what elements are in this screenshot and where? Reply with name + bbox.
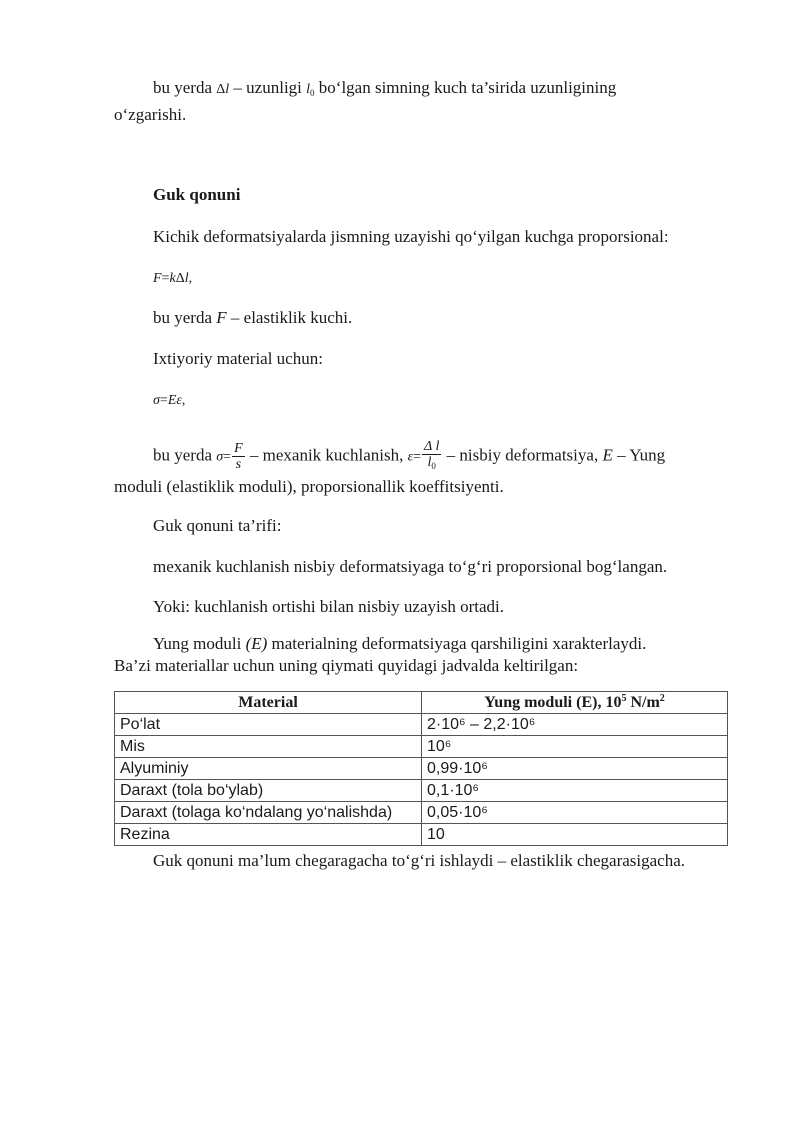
l-symbol: l	[427, 455, 432, 470]
definitions-paragraph-cont: moduli (elastiklik moduli), proporsionallik koeffitsiyenti.	[114, 477, 504, 496]
text: bu yerda	[153, 445, 213, 465]
column-header-young-modulus	[422, 692, 728, 714]
l-symbol: l	[225, 82, 230, 97]
text: Yung moduli	[153, 634, 242, 653]
epsilon-formula	[408, 449, 421, 464]
intro-paragraph: Kichik deformatsiyalarda jismning uzayishi qo‘yilgan kuchga proporsional:	[153, 227, 669, 246]
value-cell: 0,1·10⁶	[422, 780, 728, 802]
E-symbol: (E)	[245, 634, 268, 653]
text: – Yung	[617, 445, 666, 465]
text: – nisbiy deformatsiya,	[446, 445, 599, 465]
material-cell: Daraxt (tola bo‘ylab)	[115, 780, 422, 802]
text: materialning deformatsiyaga qarshiligini xarakterlaydi.	[271, 634, 647, 653]
k-symbol: k	[169, 271, 176, 286]
closing-paragraph: Guk qonuni ma’lum chegaragacha to‘g‘ri ishlaydi – elastiklik chegarasigacha.	[153, 851, 686, 870]
delta-symbol: Δ	[175, 271, 185, 286]
l-symbol: l	[306, 82, 311, 97]
exponent: 5	[621, 692, 627, 704]
equals: =	[413, 449, 422, 465]
definition-title: Guk qonuni ta’rifi:	[153, 516, 282, 535]
young-paragraph	[153, 633, 646, 655]
subscript: 0	[431, 461, 436, 471]
equals: =	[161, 271, 170, 286]
text: – elastiklik kuchi.	[230, 308, 353, 327]
definition-text: mexanik kuchlanish nisbiy deformatsiyaga to‘g‘ri proporsional bog‘langan.	[153, 557, 668, 576]
paragraph-delta-l	[153, 77, 616, 104]
value-cell: 0,99·10⁶	[422, 758, 728, 780]
material-cell: Alyuminiy	[115, 758, 422, 780]
comma: ,	[188, 271, 193, 286]
numerator: F	[234, 441, 243, 456]
equals: =	[159, 393, 168, 408]
equals: =	[223, 449, 232, 465]
header-text: Yung moduli (E), 10	[484, 693, 622, 711]
l0-symbol	[306, 82, 314, 97]
column-header-material: Material	[115, 692, 422, 714]
sigma-symbol: σ	[216, 449, 224, 465]
denominator	[422, 455, 441, 474]
text: – mexanik kuchlanish,	[249, 445, 404, 465]
unit-text: N/m	[626, 693, 660, 711]
value-cell: 0,05·10⁶	[422, 802, 728, 824]
sigma-formula	[216, 449, 231, 464]
numerator: Δ l	[424, 439, 440, 454]
sigma-symbol: σ	[153, 393, 160, 408]
formula-stress	[153, 388, 185, 412]
text: bu yerda	[153, 308, 213, 327]
value-cell: 10	[422, 824, 728, 846]
fraction-dl-over-l0	[422, 439, 441, 474]
delta-symbol: Δ	[216, 82, 226, 97]
text: bo‘lgan simning kuch ta’sirida uzunligining	[318, 78, 617, 97]
young-modulus-table	[114, 691, 728, 846]
table-row	[115, 736, 728, 758]
exponent: 2	[659, 692, 665, 704]
subscript: 0	[310, 88, 315, 98]
young-paragraph-cont: Ba’zi materiallar uchun uning qiymati quyidagi jadvalda keltirilgan:	[114, 656, 579, 675]
denominator: s	[235, 457, 242, 472]
material-cell: Po‘lat	[115, 714, 422, 736]
epsilon-symbol: ε	[176, 393, 182, 408]
material-cell: Mis	[115, 736, 422, 758]
material-cell: Daraxt (tolaga ko‘ndalang yo‘nalishda)	[115, 802, 422, 824]
table-row	[115, 824, 728, 846]
delta-l-symbol	[216, 82, 229, 97]
table-row	[115, 758, 728, 780]
formula-hooke	[153, 266, 192, 290]
E-symbol: E	[167, 393, 177, 408]
comma: ,	[181, 393, 186, 408]
formula	[153, 271, 192, 286]
arbitrary-material: Ixtiyoriy material uchun:	[153, 349, 323, 368]
definitions-paragraph	[153, 439, 665, 474]
alternative-statement: Yoki: kuchlanish ortishi bilan nisbiy uzayish ortadi.	[153, 597, 505, 616]
material-cell: Rezina	[115, 824, 422, 846]
l-symbol: l	[184, 271, 189, 286]
text: bu yerda	[153, 78, 213, 97]
table-row	[115, 802, 728, 824]
value-cell: 10⁶	[422, 736, 728, 758]
fraction-F-over-s	[232, 441, 245, 472]
value-cell: 2·10⁶ – 2,2·10⁶	[422, 714, 728, 736]
E-symbol: E	[602, 445, 613, 465]
table-row	[115, 780, 728, 802]
F-symbol: F	[216, 308, 227, 327]
section-heading: Guk qonuni	[153, 185, 241, 204]
paragraph-delta-l-cont: o‘zgarishi.	[114, 105, 187, 124]
table-header-row	[115, 692, 728, 714]
formula	[153, 393, 185, 408]
text: – uzunligi	[233, 78, 302, 97]
force-paragraph	[153, 307, 352, 329]
F-symbol: F	[153, 271, 162, 286]
epsilon-symbol: ε	[407, 449, 414, 465]
table-row	[115, 714, 728, 736]
